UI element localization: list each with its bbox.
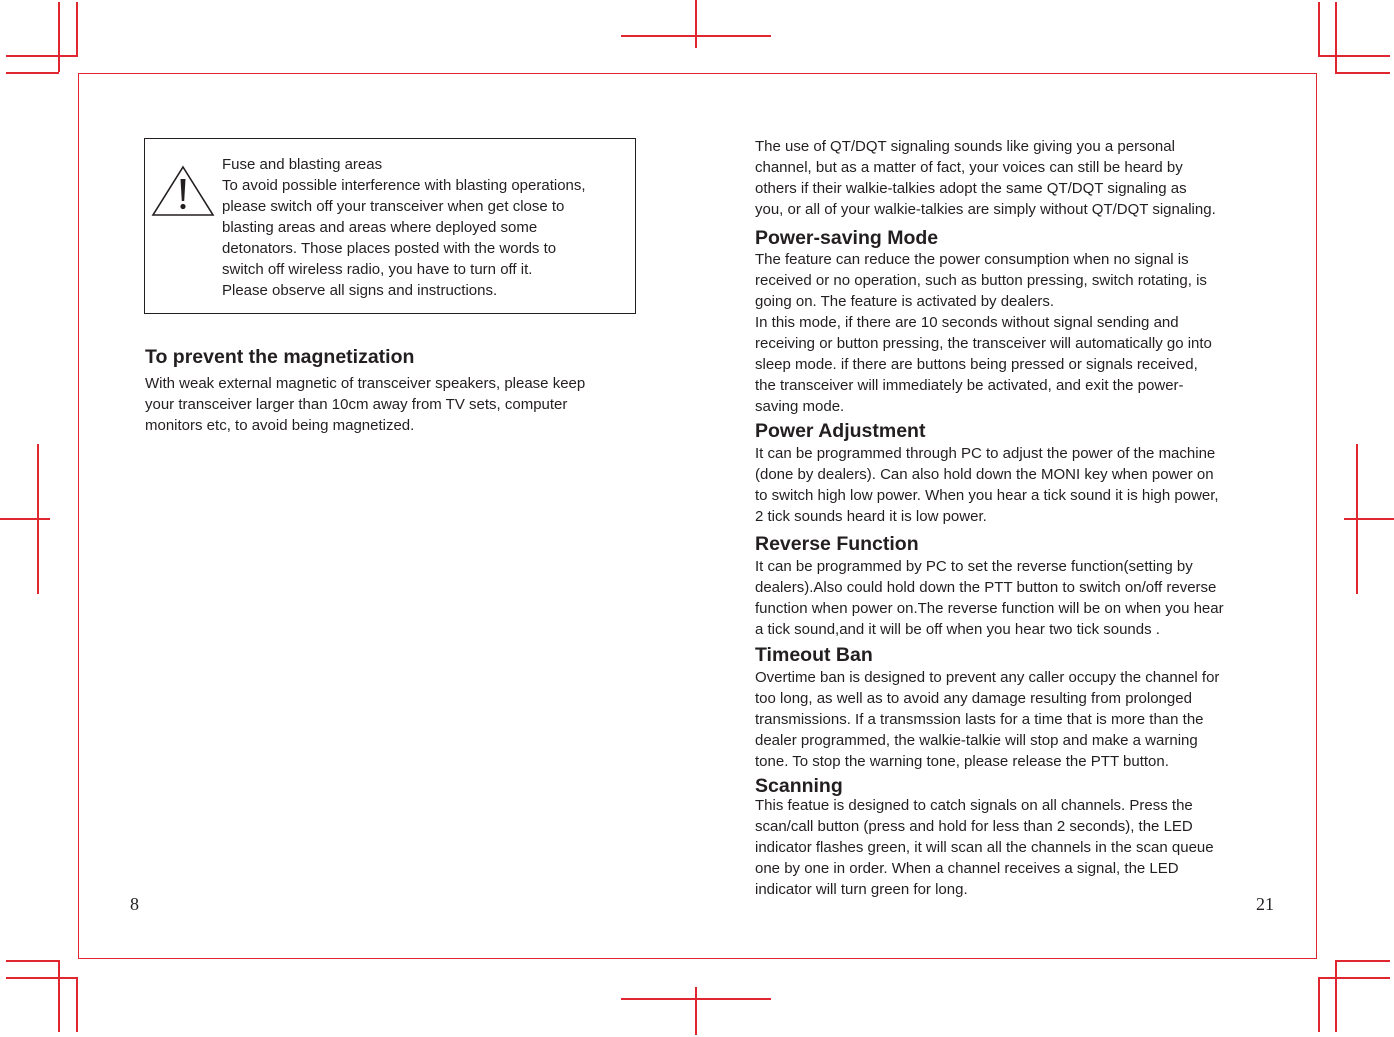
- text-line: dealer programmed, the walkie-talkie will stop and make a warning: [755, 732, 1198, 749]
- text-line: your transceiver larger than 10cm away from TV sets, computer: [145, 396, 568, 413]
- text-line: It can be programmed by PC to set the reverse function(setting by: [755, 558, 1193, 575]
- text-line: The feature can reduce the power consumption when no signal is: [755, 251, 1189, 268]
- reverse-function-heading: Reverse Function: [755, 533, 919, 555]
- text-line: a tick sound,and it will be off when you hear two tick sounds .: [755, 621, 1160, 638]
- scanning-heading: Scanning: [755, 775, 843, 797]
- text-line: one by one in order. When a channel receives a signal, the LED: [755, 860, 1179, 877]
- power-saving-heading: Power-saving Mode: [755, 227, 939, 249]
- text-line: The use of QT/DQT signaling sounds like giving you a personal: [755, 138, 1175, 155]
- text-line: saving mode.: [755, 398, 845, 415]
- text-line: others if their walkie-talkies adopt the same QT/DQT signaling as: [755, 180, 1187, 197]
- page-number-left: 8: [130, 894, 139, 914]
- text-line: blasting areas and areas where deployed some: [222, 219, 538, 236]
- text-line: transmissions. If a transmssion lasts for a time that is more than the: [755, 711, 1204, 728]
- magnetization-heading: To prevent the magnetization: [145, 346, 415, 368]
- text-line: It can be programmed through PC to adjust the power of the machine: [755, 445, 1216, 462]
- magnetization-text: [145, 373, 585, 436]
- text-line: received or no operation, such as button pressing, switch rotating, is: [755, 272, 1207, 289]
- text-line: This featue is designed to catch signals on all channels. Press the: [755, 797, 1193, 814]
- warning-triangle-icon: [151, 165, 215, 217]
- text-line: Fuse and blasting areas: [222, 156, 383, 173]
- text-line: detonators. Those places posted with the words to: [222, 240, 557, 257]
- text-line: scan/call button (press and hold for less than 2 seconds), the LED: [755, 818, 1193, 835]
- text-line: function when power on.The reverse function will be on when you hear: [755, 600, 1224, 617]
- power-adjustment-text: [755, 443, 1219, 527]
- text-line: In this mode, if there are 10 seconds without signal sending and: [755, 314, 1179, 331]
- text-line: the transceiver will immediately be activated, and exit the power-: [755, 377, 1184, 394]
- text-line: dealers).Also could hold down the PTT button to switch on/off reverse: [755, 579, 1217, 596]
- scanning-text: [755, 795, 1214, 900]
- text-line: going on. The feature is activated by dealers.: [755, 293, 1055, 310]
- warning-text: [222, 154, 632, 301]
- text-line: monitors etc, to avoid being magnetized.: [145, 417, 415, 434]
- text-line: Overtime ban is designed to prevent any caller occupy the channel for: [755, 669, 1220, 686]
- page-number-right: 21: [1256, 894, 1274, 914]
- timeout-ban-heading: Timeout Ban: [755, 644, 873, 666]
- text-line: tone. To stop the warning tone, please release the PTT button.: [755, 753, 1169, 770]
- text-line: With weak external magnetic of transceiver speakers, please keep: [145, 375, 586, 392]
- text-line: indicator will turn green for long.: [755, 881, 968, 898]
- text-line: indicator flashes green, it will scan all the channels in the scan queue: [755, 839, 1214, 856]
- text-line: too long, as well as to avoid any damage resulting from prolonged: [755, 690, 1192, 707]
- reverse-function-text: [755, 556, 1224, 640]
- text-line: To avoid possible interference with blasting operations,: [222, 177, 586, 194]
- text-line: receiving or button pressing, the transceiver will automatically go into: [755, 335, 1212, 352]
- text-line: you, or all of your walkie-talkies are simply without QT/DQT signaling.: [755, 201, 1216, 218]
- text-line: channel, but as a matter of fact, your voices can still be heard by: [755, 159, 1183, 176]
- power-saving-text: [755, 249, 1212, 417]
- text-line: (done by dealers). Can also hold down the MONI key when power on: [755, 466, 1214, 483]
- text-line: 2 tick sounds heard it is low power.: [755, 508, 987, 525]
- power-adjustment-heading: Power Adjustment: [755, 420, 926, 442]
- intro-text: [755, 136, 1216, 220]
- text-line: switch off wireless radio, you have to turn off it.: [222, 261, 533, 278]
- text-line: to switch high low power. When you hear a tick sound it is high power,: [755, 487, 1219, 504]
- timeout-ban-text: [755, 667, 1219, 772]
- text-line: please switch off your transceiver when get close to: [222, 198, 565, 215]
- text-line: Please observe all signs and instructions.: [222, 282, 498, 299]
- text-line: sleep mode. if there are buttons being pressed or signals received,: [755, 356, 1198, 373]
